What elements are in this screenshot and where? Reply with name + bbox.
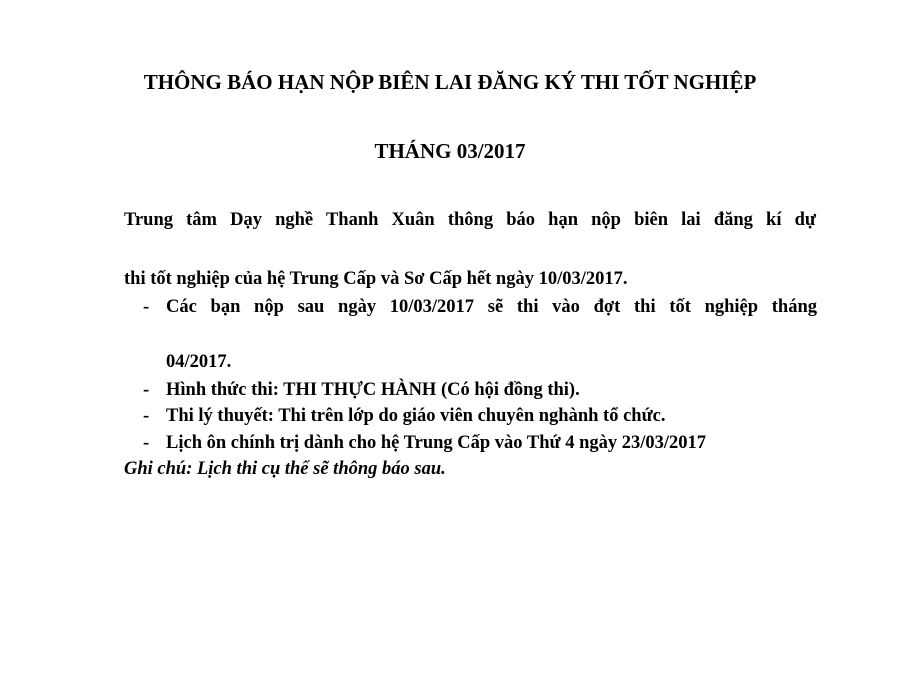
bullet-dash: - bbox=[143, 297, 150, 317]
bullet-dash: - bbox=[143, 406, 150, 426]
bullet-text: Hình thức thi: THI THỰC HÀNH (Có hội đồng thi). bbox=[166, 380, 580, 400]
bullet-text: Lịch ôn chính trị dành cho hệ Trung Cấp vào Thứ 4 ngày 23/03/2017 bbox=[166, 433, 707, 453]
bullet-dash: - bbox=[143, 433, 150, 453]
bullet-text: Thi lý thuyết: Thi trên lớp do giáo viên chuyên nghành tổ chức. bbox=[166, 406, 666, 426]
bullet-text-continuation: 04/2017. bbox=[166, 352, 232, 372]
note-text: Ghi chú: Lịch thi cụ thể sẽ thông báo sau. bbox=[124, 459, 446, 479]
bullet-dash: - bbox=[143, 380, 150, 400]
bullet-text: Các bạn nộp sau ngày 10/03/2017 sẽ thi vào đợt thi tốt nghiệp tháng bbox=[166, 297, 817, 317]
document-title: THÔNG BÁO HẠN NỘP BIÊN LAI ĐĂNG KÝ THI TỐT NGHIỆP bbox=[143, 70, 757, 94]
intro-paragraph-line-2: thi tốt nghiệp của hệ Trung Cấp và Sơ Cấp hết ngày 10/03/2017. bbox=[124, 269, 628, 289]
intro-paragraph-line-1: Trung tâm Dạy nghề Thanh Xuân thông báo hạn nộp biên lai đăng kí dự bbox=[124, 210, 816, 230]
document-subtitle: THÁNG 03/2017 bbox=[374, 139, 526, 163]
